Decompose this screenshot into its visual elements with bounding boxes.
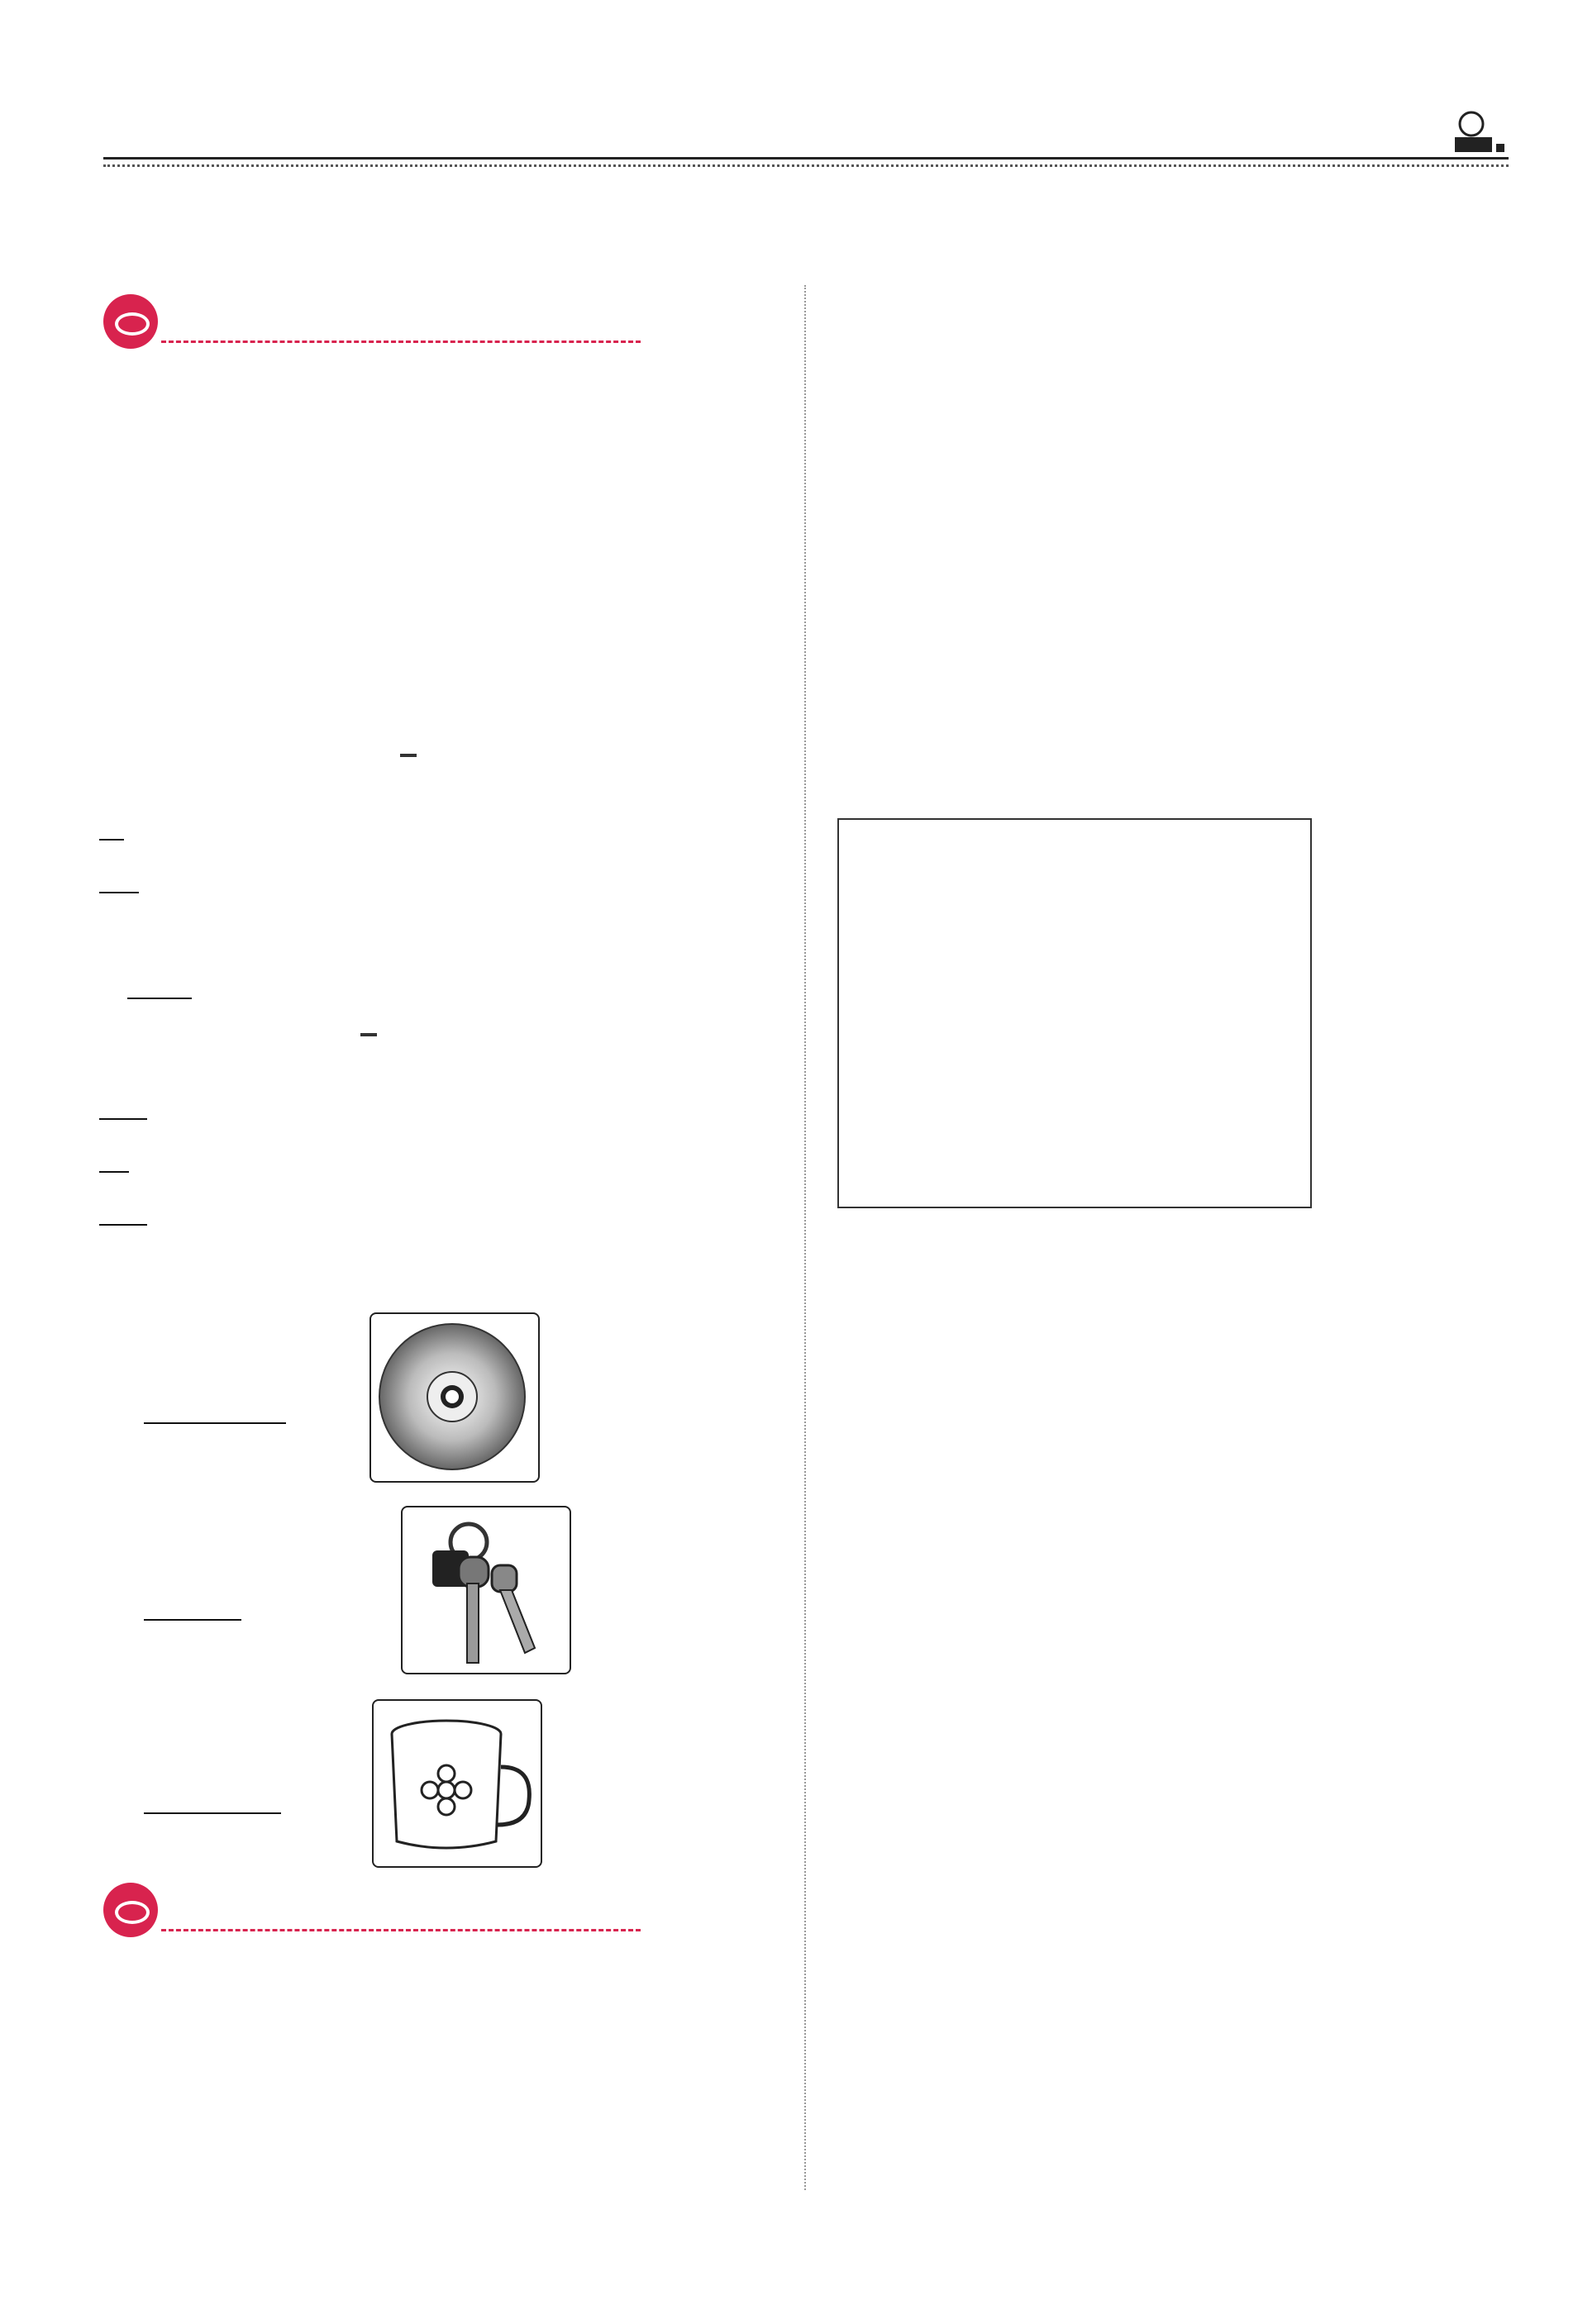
key-icon	[403, 1507, 570, 1673]
question-13-answer	[144, 1593, 241, 1630]
word-box-a-an	[400, 754, 417, 757]
pen-icon	[103, 294, 158, 349]
section-banner-basic	[103, 289, 649, 355]
question-8-answer	[127, 972, 192, 1008]
question-10	[99, 1145, 129, 1182]
column-divider	[804, 285, 806, 2190]
question-14-answer	[144, 1787, 281, 1823]
cd-icon	[371, 1314, 538, 1481]
section-banner-advance	[103, 1878, 649, 1944]
question-6	[99, 813, 124, 850]
cup-icon	[374, 1701, 541, 1866]
question-7	[99, 866, 139, 902]
header-decoration-icon	[1438, 107, 1513, 157]
header-rule	[103, 157, 1509, 167]
cd-image	[369, 1312, 540, 1483]
clock-icon	[103, 1883, 158, 1937]
cup-image	[372, 1699, 542, 1868]
options-box	[837, 818, 1312, 1208]
key-image	[401, 1506, 571, 1674]
question-11	[99, 1198, 147, 1235]
question-12-answer	[144, 1397, 286, 1433]
question-9	[99, 1093, 147, 1129]
word-box-be	[360, 1033, 377, 1036]
